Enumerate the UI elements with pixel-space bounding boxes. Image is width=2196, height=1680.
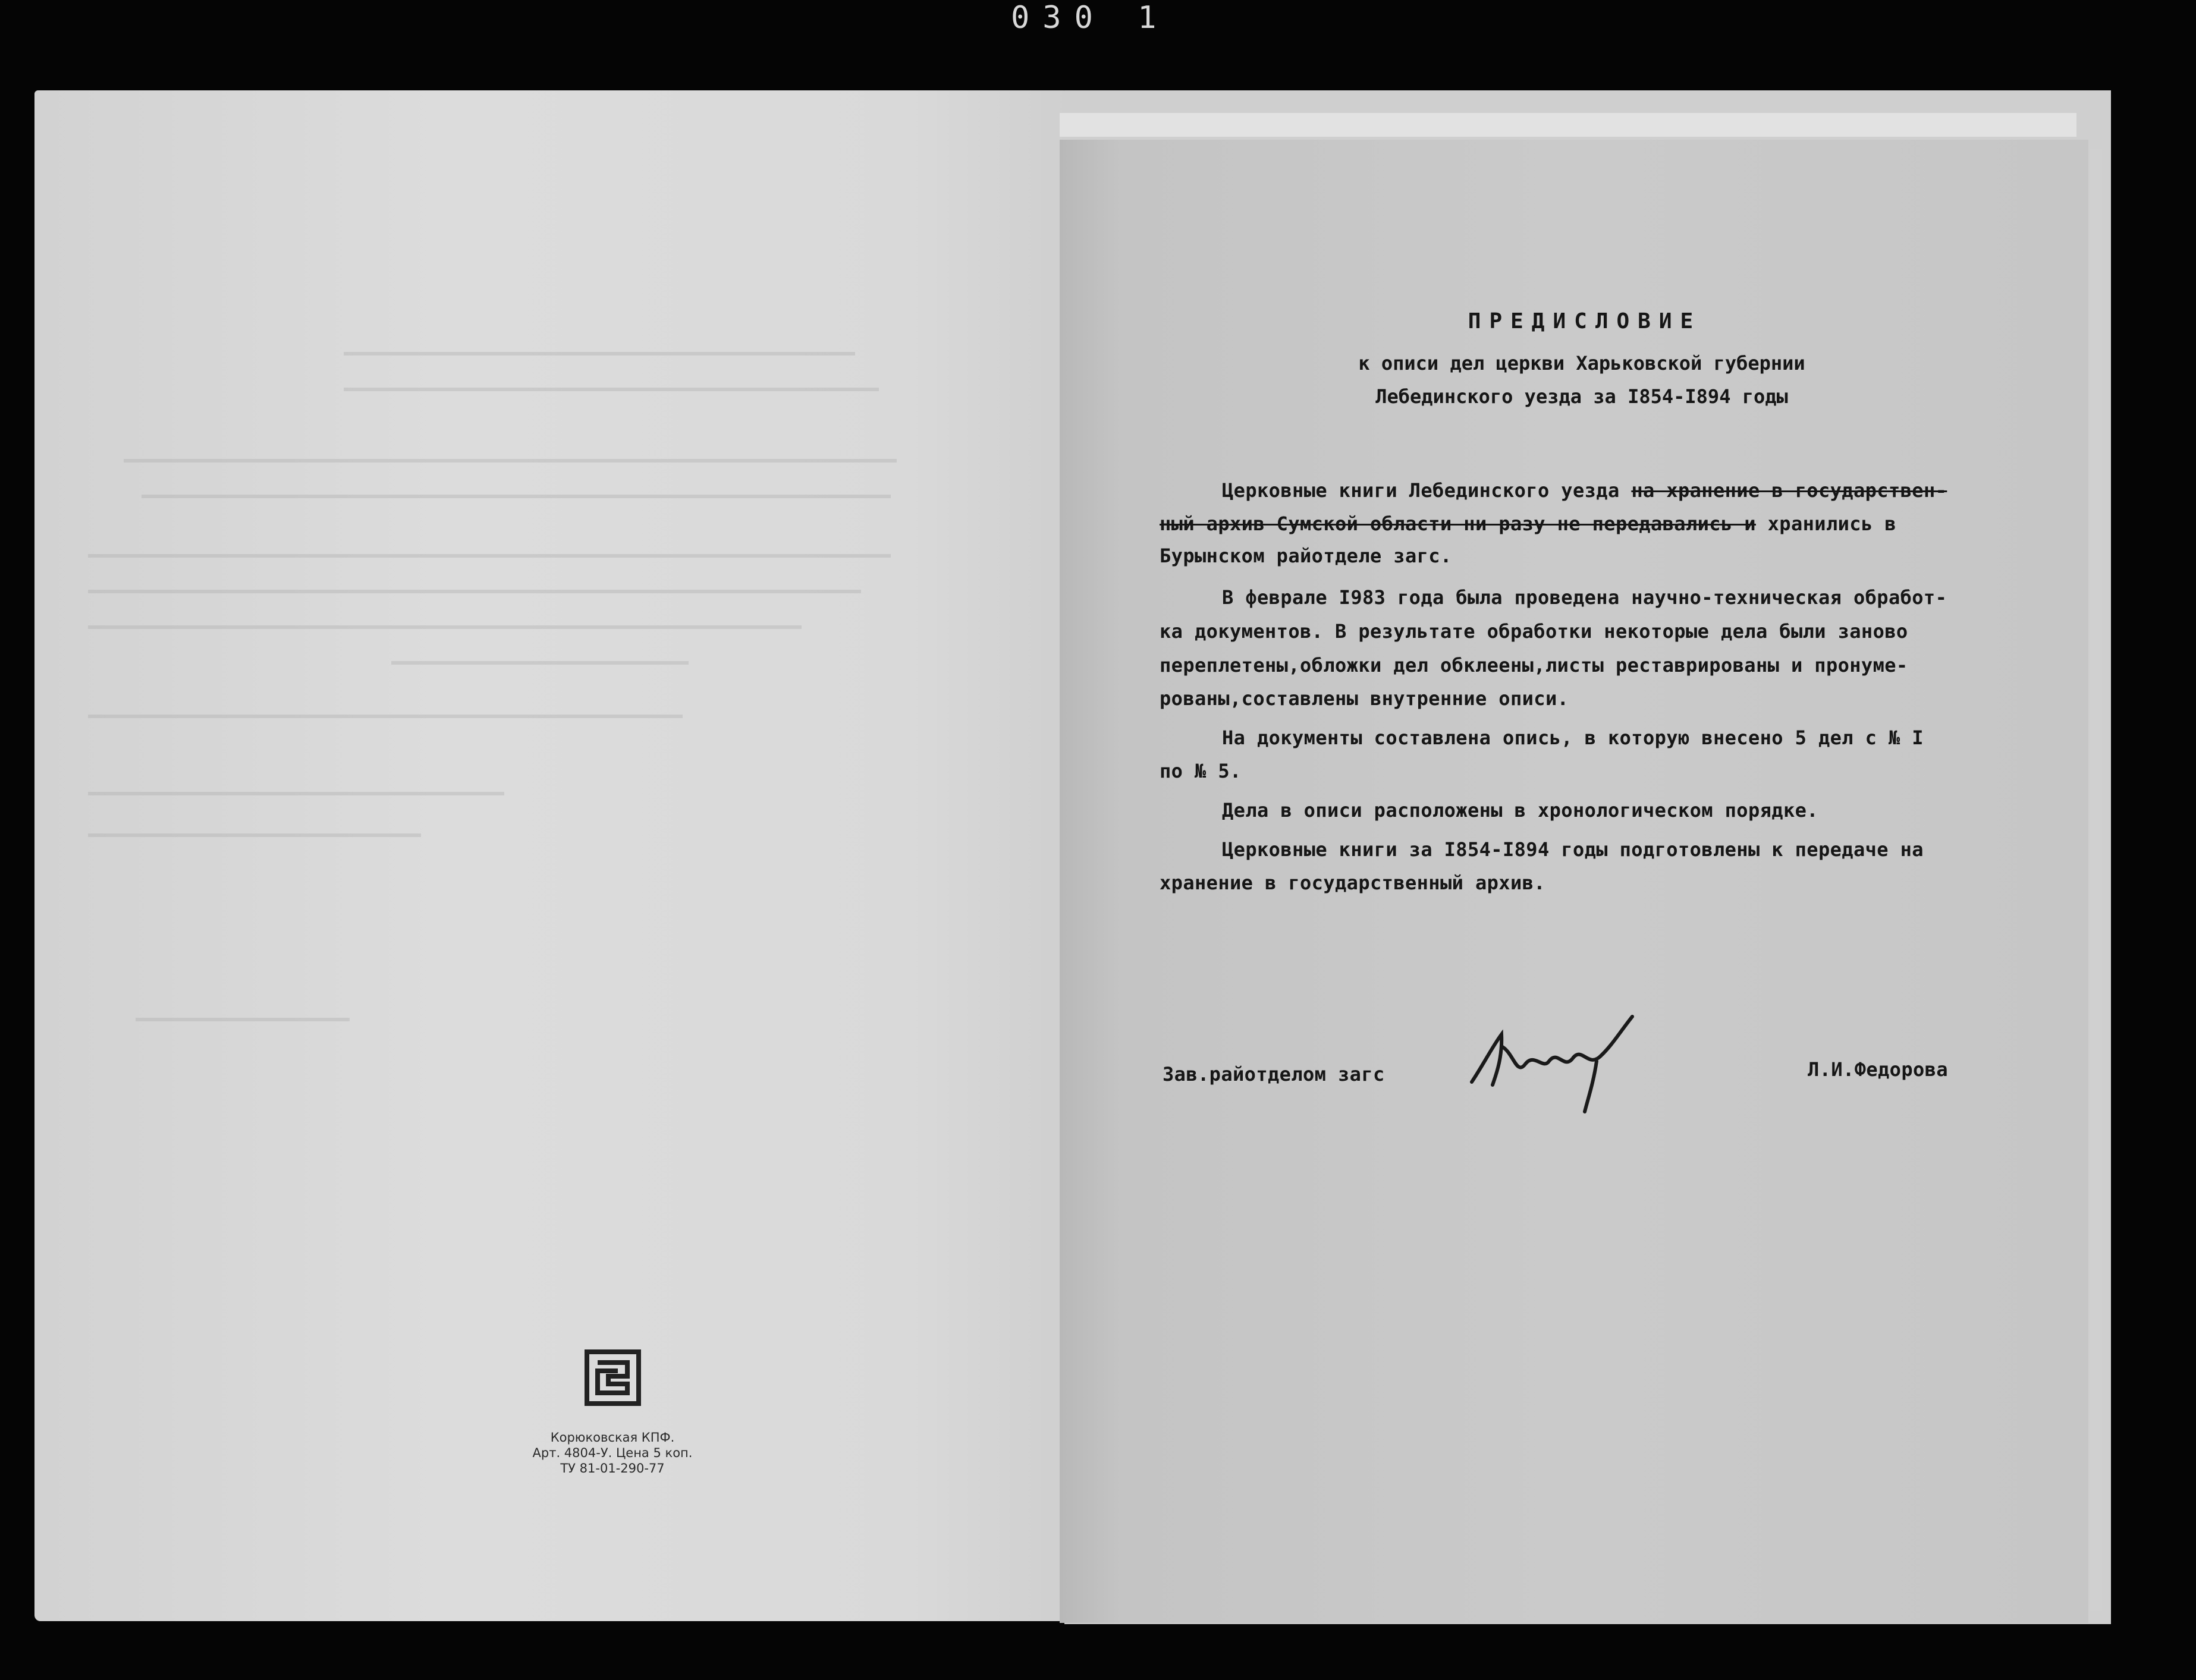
- struck-text: ный архив Сумской области ни разу не передавались и: [1160, 512, 1756, 535]
- signatory-name: Л.И.Федорова: [1808, 1058, 1948, 1081]
- paragraph-2-line-2: ка документов. В результате обработки некоторые дела были заново: [1160, 620, 1908, 643]
- paragraph-3-line-1: На документы составлена опись, в которую внесено 5 дел с № I: [1222, 726, 1924, 749]
- bleed-through-line: [344, 388, 879, 391]
- sheet-stack-top-edge: [1060, 113, 2076, 137]
- bleed-through-line: [88, 792, 504, 795]
- paragraph-5-line-2: хранение в государственный архив.: [1160, 872, 1545, 894]
- paragraph-1-line-1: [1222, 479, 1947, 502]
- printer-imprint: [488, 1349, 737, 1476]
- publisher-mark-icon: [585, 1349, 641, 1406]
- paragraph-5-line-1: Церковные книги за I854-I894 годы подготовлены к передаче на: [1222, 838, 1924, 861]
- handwritten-signature-icon: [1460, 1011, 1662, 1118]
- signatory-title: Зав.райотделом загс: [1163, 1063, 1385, 1086]
- bleed-through-line: [88, 833, 421, 837]
- struck-text: на хранение в государствен-: [1631, 479, 1947, 502]
- page-title: ПРЕДИСЛОВИЕ: [1468, 309, 1702, 334]
- subtitle-line-1: к описи дел церкви Харьковской губернии: [1358, 352, 1805, 375]
- bleed-through-line: [391, 661, 689, 665]
- sheet-stack-right-edge: [2090, 149, 2102, 1611]
- frame-number: 030 1: [1011, 0, 1170, 36]
- paragraph-1-line-2: [1160, 512, 1896, 535]
- bleed-through-line: [88, 554, 891, 558]
- bleed-through-line: [344, 352, 855, 355]
- paragraph-2-line-3: переплетены,обложки дел обклеены,листы реставрированы и пронуме-: [1160, 654, 1908, 677]
- paragraph-4-line-1: Дела в описи расположены в хронологическом порядке.: [1222, 799, 1818, 822]
- paragraph-3-line-2: по № 5.: [1160, 760, 1242, 782]
- bleed-through-line: [88, 590, 861, 593]
- paragraph-1-text: Церковные книги Лебединского уезда: [1222, 479, 1620, 502]
- bleed-through-line: [88, 625, 802, 629]
- paragraph-2-line-1: В феврале I983 года была проведена научно-техническая обработ-: [1222, 586, 1947, 609]
- bleed-through-line: [136, 1018, 350, 1021]
- bleed-through-line: [142, 495, 891, 498]
- imprint-publisher: Корюковская КПФ.: [550, 1430, 675, 1445]
- paragraph-1-line-3: Бурынском райотделе загс.: [1160, 545, 1452, 567]
- bleed-through-line: [88, 715, 683, 718]
- subtitle-line-2: Лебединского уезда за I854-I894 годы: [1375, 385, 1788, 408]
- paragraph-1-text: хранились в: [1767, 512, 1896, 535]
- paragraph-2-line-4: рованы,составлены внутренние описи.: [1160, 687, 1569, 710]
- bleed-through-line: [124, 459, 897, 463]
- imprint-spec: ТУ 81-01-290-77: [560, 1461, 665, 1475]
- imprint-article-price: Арт. 4804-У. Цена 5 коп.: [532, 1446, 693, 1460]
